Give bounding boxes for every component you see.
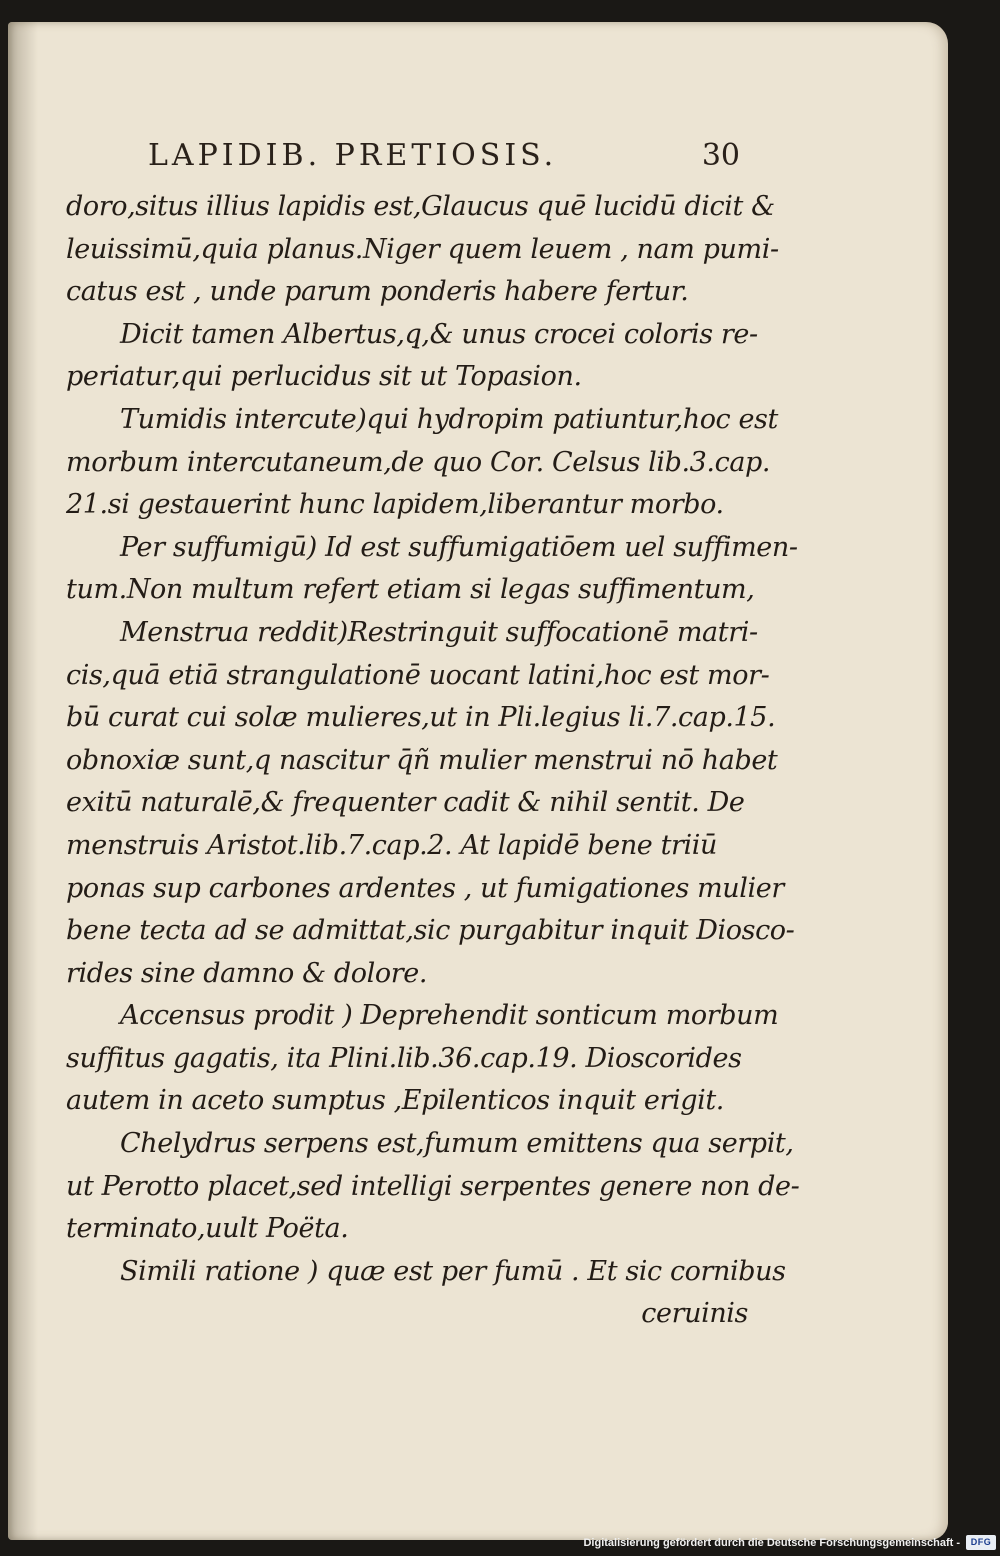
text-line: menstruis Aristot.lib.7.cap.2. At lapidē bene triiū (66, 829, 717, 861)
digitization-credit: Digitalisierung gefördert durch die Deutsche Forschungsgemeinschaft - (583, 1537, 960, 1549)
text-line: periatur,qui perlucidus sit ut Topasion. (66, 361, 582, 393)
dfg-logo-text: DFG (970, 1537, 992, 1547)
text-line: ponas sup carbones ardentes , ut fumigationes mulier (66, 872, 784, 904)
text-line: bū curat cui solæ mulieres,ut in Pli.legius li.7.cap.15. (66, 702, 776, 734)
text-line: Dicit tamen Albertus,q̧,& unus crocei coloris re- (120, 318, 758, 350)
running-title: LAPIDIB. PRETIOSIS. (148, 138, 558, 173)
text-line: cis,quā etiā strangulationē uocant latini,hoc est mor- (66, 659, 770, 691)
text-line: exitū naturalē,& frequenter cadit & nihil sentit. De (66, 787, 745, 819)
catchword: ceruinis (641, 1298, 748, 1330)
text-line: morbum intercutaneum,de quo Cor. Celsus lib.3.cap. (66, 446, 771, 478)
text-line: doro,situs illius lapidis est,Glaucus quē lucidū dicit & (66, 191, 775, 222)
text-line: rides sine damno & dolore. (66, 957, 428, 989)
text-line: Simili ratione ) quæ est per fumū . Et sic cornibus (120, 1255, 786, 1287)
text-block (66, 186, 800, 1336)
dfg-logo (966, 1535, 996, 1550)
text-line: obnoxiæ sunt,q nascitur q̄ñ mulier menstrui nō habet (66, 744, 778, 776)
text-line: suffitus gagatis, ita Plini.lib.36.cap.19. Dioscorides (66, 1042, 742, 1074)
text-line: 21.si gestauerint hunc lapidem,liberantur morbo. (66, 489, 724, 521)
text-line: bene tecta ad se admittat,sic purgabitur inquit Diosco- (66, 915, 795, 947)
text-line: Chelydrus serpens est,fumum emittens qua serpit, (120, 1128, 794, 1160)
running-head (148, 138, 748, 178)
text-line: Accensus prodit ) Deprehendit sonticum morbum (120, 1000, 779, 1032)
page-number: 30 (701, 138, 740, 173)
text-line: Menstrua reddit)Restringuit suffocationē matri- (120, 616, 758, 648)
text-line: autem in aceto sumptus ,Epilenticos inquit erigit. (66, 1085, 724, 1117)
text-line: Tumidis intercute)qui hydropim patiuntur,hoc est (120, 403, 778, 435)
text-line: leuissimū,quia planus.Niger quem leuem , nam pumi- (66, 233, 779, 265)
gutter-shadow (8, 22, 38, 1540)
text-line: ut Perotto placet,sed intelligi serpentes genere non de- (66, 1170, 800, 1202)
text-line: terminato,uult Poëta. (66, 1213, 349, 1245)
text-line: catus est , unde parum ponderis habere fertur. (66, 276, 689, 308)
text-line: Per suffumigū) Id est suffumigatiōem uel suffimen- (120, 531, 798, 563)
text-line: tum.Non multum refert etiam si legas suffimentum, (66, 574, 755, 606)
